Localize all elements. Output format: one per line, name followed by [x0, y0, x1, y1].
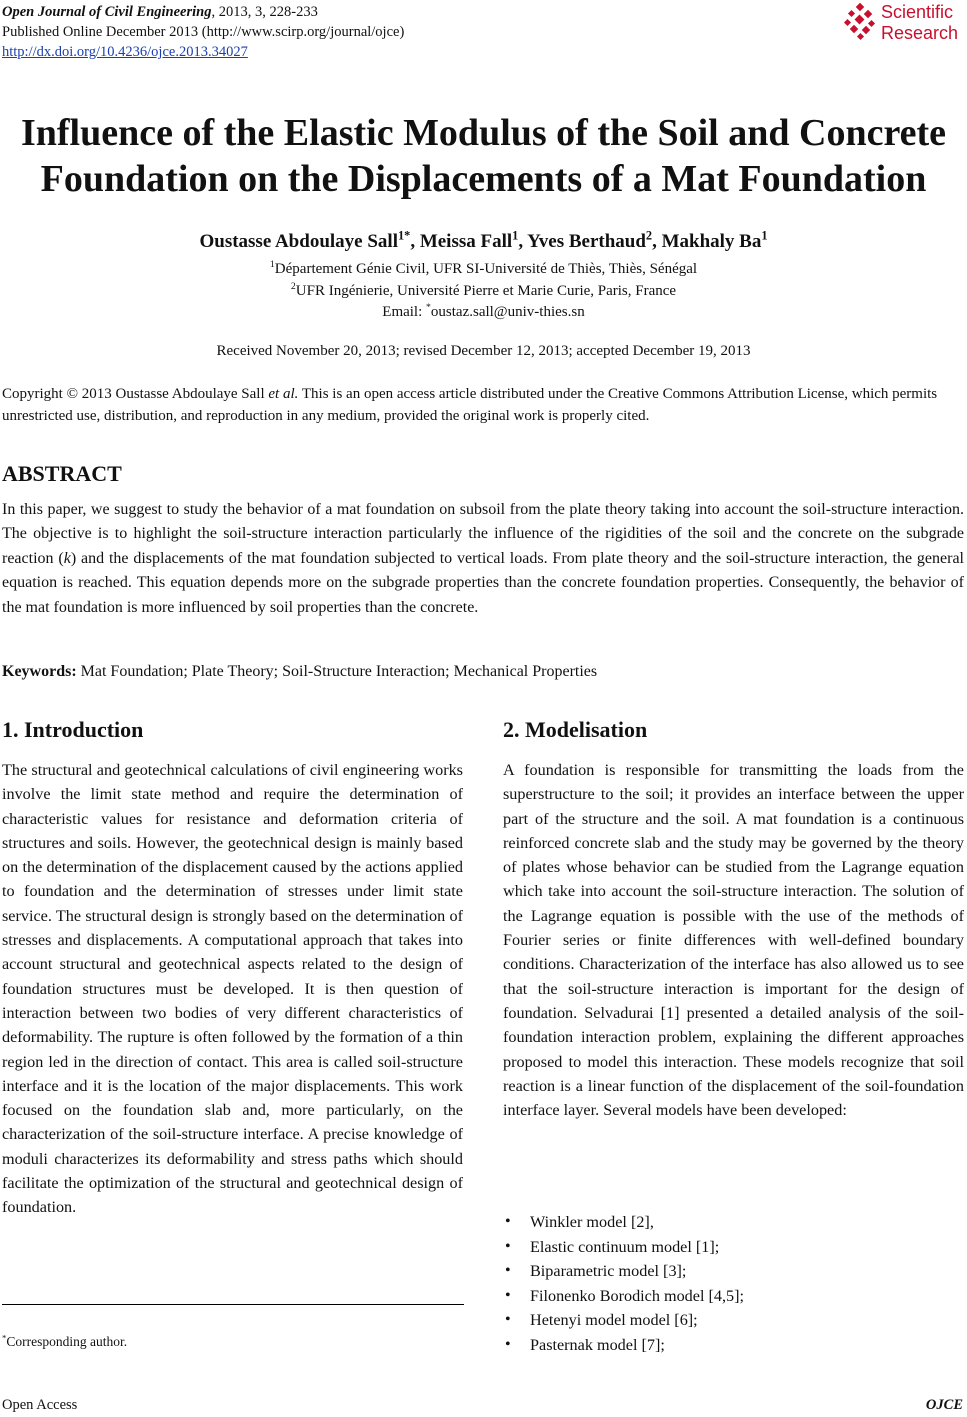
- footnote-divider: [2, 1304, 464, 1305]
- list-item: • Filonenko Borodich model [4,5];: [503, 1284, 744, 1309]
- email-address[interactable]: oustaz.sall@univ-thies.sn: [430, 304, 585, 320]
- affiliation-sup: 1: [269, 259, 275, 270]
- list-item: • Hetenyi model model [6];: [503, 1308, 744, 1333]
- model-list: [503, 1210, 744, 1358]
- author-sup: 2: [645, 228, 653, 243]
- journal-citation: , 2013, 3, 228-233: [211, 4, 318, 20]
- author-sup: 1: [512, 228, 519, 243]
- list-item: • Winkler model [2],: [503, 1210, 744, 1235]
- copyright-notice: [2, 383, 965, 427]
- received-dates: Received November 20, 2013; revised December 12, 2013; accepted December 19, 2013: [216, 343, 751, 359]
- doi-link[interactable]: http://dx.doi.org/10.4236/ojce.2013.34027: [2, 44, 248, 60]
- copyright-pre: Copyright © 2013 Oustasse Abdoulaye Sall: [2, 386, 269, 402]
- footer-open-access: Open Access: [2, 1397, 78, 1413]
- abstract-part-1: In this paper, we suggest to study the behavior of a mat foundation on subsoil from the plate theory taking into account the soil-structure interaction. The objective is to highlight the soil-structure interaction particularly the influence of the rigidities of the soil and the concrete on the subgrade reaction (: [2, 501, 964, 567]
- author-name: Yves Berthaud: [527, 231, 646, 252]
- copyright-post: This is an open access article distributed under the Creative Commons Attribution License, which permits unrestricted use, distribution, and reproduction in any medium, provided the original work is properly cited.: [2, 386, 938, 424]
- publisher-logo-icon: [843, 2, 879, 42]
- affiliation-2: [0, 281, 967, 301]
- publisher-logo-text: [881, 2, 958, 44]
- email-label: Email:: [382, 304, 427, 320]
- title-line-2: Foundation on the Displacements of a Mat Foundation: [40, 158, 927, 200]
- email-sup: *: [426, 302, 431, 313]
- abstract-text: [2, 498, 964, 620]
- abstract-k-symbol: k: [63, 549, 71, 567]
- section-heading-introduction: 1. Introduction: [2, 717, 144, 742]
- keywords-text: Mat Foundation; Plate Theory; Soil-Structure Interaction; Mechanical Properties: [76, 663, 598, 680]
- published-line: Published Online December 2013 (http://www.scirp.org/journal/ojce): [2, 24, 405, 40]
- logo-line-2: Research: [881, 23, 959, 43]
- keywords: [2, 663, 597, 681]
- author-sep: ,: [518, 231, 528, 252]
- footnote-sup: *: [2, 1332, 7, 1343]
- list-item: • Biparametric model [3];: [503, 1259, 744, 1284]
- paper-title: [0, 110, 967, 202]
- modelisation-text: A foundation is responsible for transmitting the loads from the superstructure to the soil; it provides an interface between the upper part of the structure and the soil. A mat foundation is a continuous reinforced concrete slab and the study may be governed by the theory of plates whose behavior can be studied from the Lagrange equation which take into account the soil-structure interaction. The solution of the Lagrange equation is possible with the use of the methods of Fourier series or finite differences with well-defined boundary conditions. Characterization of the interface has also allowed us to see that the soil-structure interaction is important for the design of foundation. Selvadurai [1] presented a detailed analysis of the soil-foundation interaction problem, explaining the different approaches proposed to model this interaction. These models recognize that soil reaction is a linear function of the displacement of the soil-foundation interface layer. Several models have been developed:: [503, 761, 964, 1120]
- author-name: Oustasse Abdoulaye Sall: [199, 231, 398, 252]
- journal-header: [2, 2, 404, 62]
- affiliation-sup: 2: [290, 281, 296, 292]
- journal-name: Open Journal of Civil Engineering: [2, 4, 212, 20]
- copyright-etal: et al.: [268, 386, 299, 402]
- footnote-text: Corresponding author.: [6, 1334, 128, 1349]
- author-name: Meissa Fall: [419, 231, 513, 252]
- logo-line-1: Scientific: [881, 2, 954, 22]
- author-email: [0, 302, 967, 322]
- author-name: Makhaly Ba: [661, 231, 762, 252]
- keywords-label: Keywords:: [2, 663, 77, 680]
- author-sep: ,: [410, 231, 420, 252]
- affiliation-1: [0, 259, 967, 279]
- author-list: [0, 228, 967, 253]
- affiliation-text: UFR Ingénierie, Université Pierre et Marie Curie, Paris, France: [295, 283, 677, 299]
- footer-journal-abbrev: OJCE: [925, 1397, 963, 1413]
- author-sup: 1: [761, 228, 768, 243]
- abstract-part-2: ) and the displacements of the mat foundation subjected to vertical loads. From plate theory and the soil-structure interaction, the general equation is reached. This equation depends more on the subgrade properties than the concrete foundation properties. Consequently, the behavior of the mat foundation is more influenced by soil properties than the concrete.: [2, 549, 964, 616]
- author-sep: ,: [652, 231, 662, 252]
- list-item: • Elastic continuum model [1];: [503, 1235, 744, 1260]
- affiliation-text: Département Génie Civil, UFR SI-Université de Thiès, Thiès, Sénégal: [274, 261, 698, 277]
- introduction-text: The structural and geotechnical calculations of civil engineering works involve the limit state method and require the determination of characteristic values for resistance and deformation criteria of structures and soils. However, the geotechnical design is mainly based on the determination of the displacement caused by the actions applied to foundation and the determination of stresses under limit state service. The structural design is strongly based on the determination of stresses and displacements. A computational approach that takes into account structural and geotechnical aspects related to the design of foundation structures must be developed. It is then question of interaction between two bodies of very different characteristics of deformability. The rupture is often followed by the formation of a thin region led in the direction of contact. This area is called soil-structure interface and it is the location of the major displacements. This work focused on the foundation slab and, more particularly, on the characterization of the soil-structure interface. A precise knowledge of moduli characterizes its deformability and stress paths which should facilitate the optimization of the structural and geotechnical design of foundation.: [2, 761, 463, 1217]
- section-heading-modelisation: 2. Modelisation: [503, 717, 648, 742]
- abstract-heading: ABSTRACT: [2, 461, 122, 486]
- title-line-1: Influence of the Elastic Modulus of the Soil and Concrete: [20, 112, 947, 154]
- list-item: • Pasternak model [7];: [503, 1333, 744, 1358]
- publisher-logo: [843, 2, 963, 46]
- author-sup: 1*: [397, 228, 411, 243]
- footnote: [2, 1334, 127, 1350]
